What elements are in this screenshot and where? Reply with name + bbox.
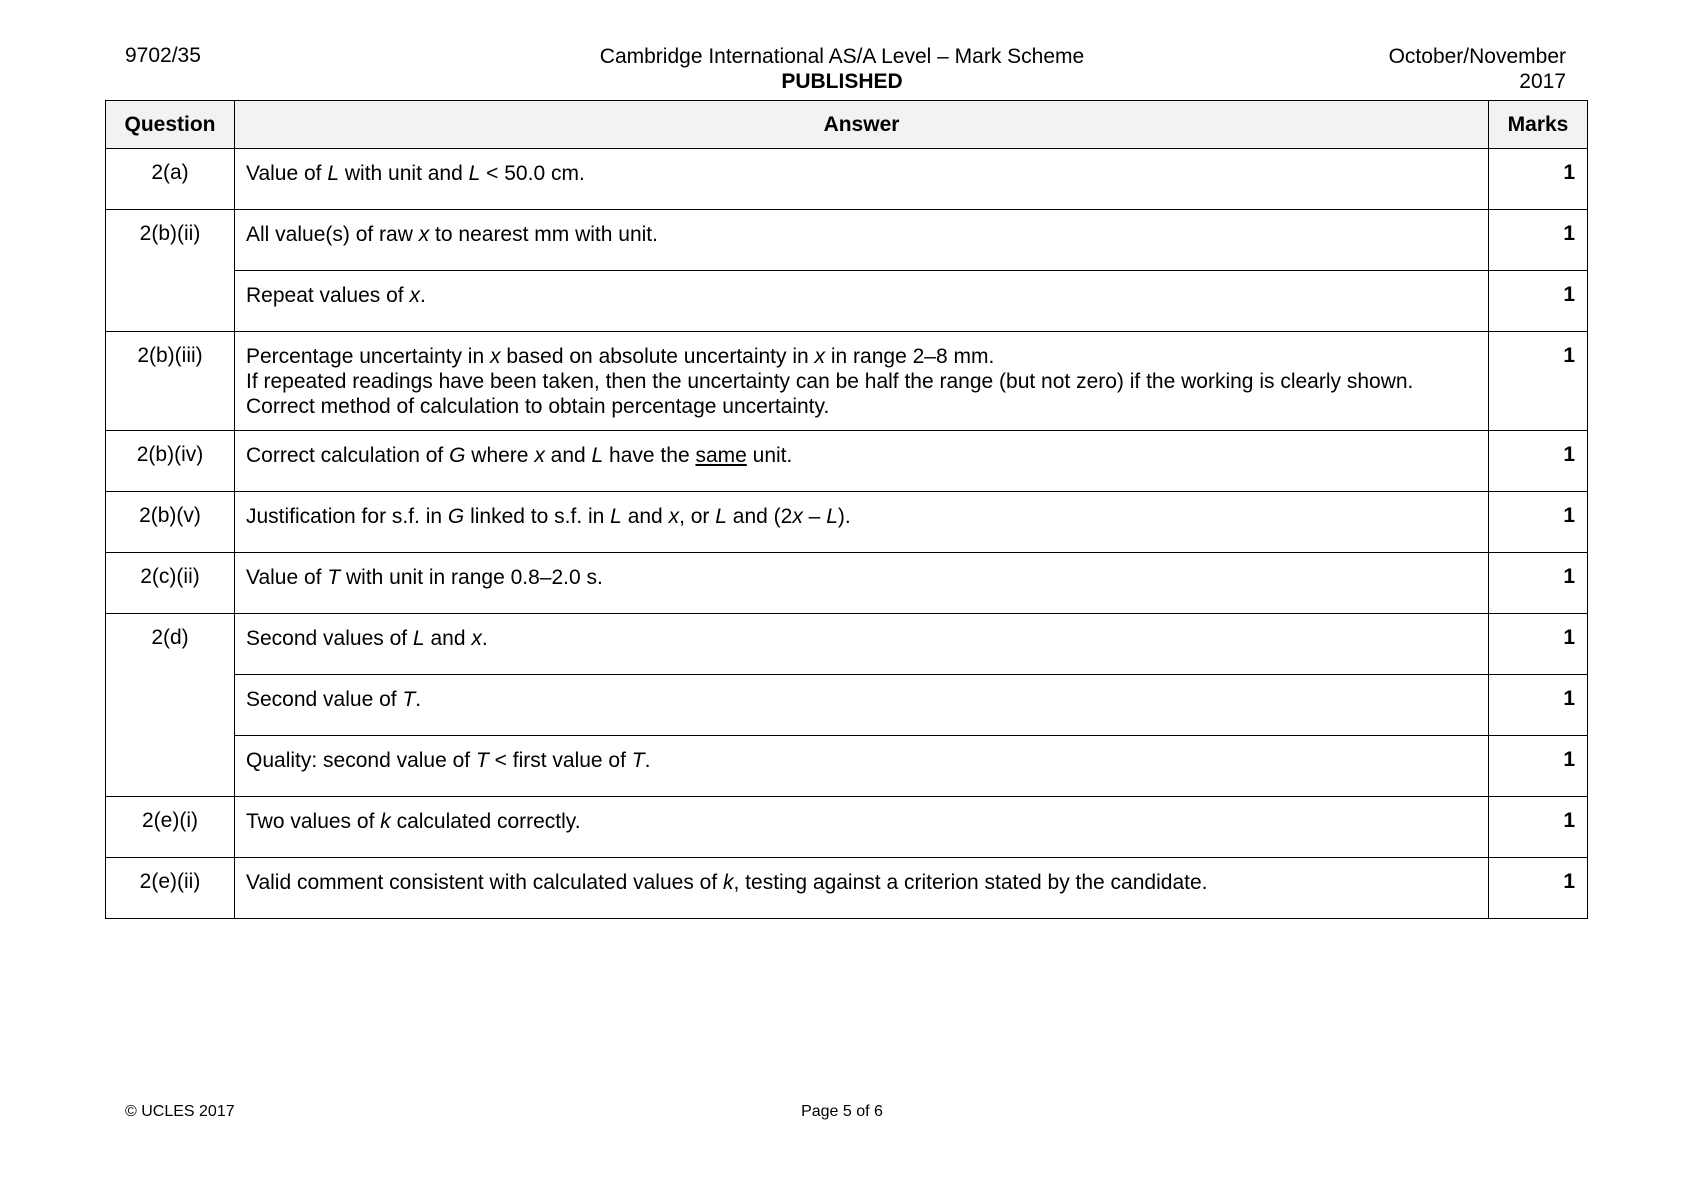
marks-cell: 1 xyxy=(1489,553,1588,614)
marks-cell: 1 xyxy=(1489,492,1588,553)
column-header-answer: Answer xyxy=(235,101,1489,149)
table-row xyxy=(106,210,1588,271)
answer-line: Correct method of calculation to obtain percentage uncertainty. xyxy=(246,395,830,418)
table-row xyxy=(106,431,1588,492)
table-row xyxy=(106,675,1588,736)
exam-session-block xyxy=(1389,44,1566,94)
answer-cell xyxy=(235,332,1489,431)
exam-year: 2017 xyxy=(1519,70,1566,93)
table-row xyxy=(106,149,1588,210)
published-label: PUBLISHED xyxy=(781,70,903,93)
marks-cell: 1 xyxy=(1489,736,1588,797)
paper-code: 9702/35 xyxy=(125,44,201,67)
question-cell: 2(b)(ii) xyxy=(106,210,235,332)
page-number: Page 5 of 6 xyxy=(801,1103,883,1120)
table-row xyxy=(106,797,1588,858)
marks-cell: 1 xyxy=(1489,431,1588,492)
table-row xyxy=(106,614,1588,675)
table-row xyxy=(106,271,1588,332)
answer-cell: Value of T with unit in range 0.8–2.0 s. xyxy=(235,553,1489,614)
column-header-question: Question xyxy=(106,101,235,149)
column-header-marks: Marks xyxy=(1489,101,1588,149)
marks-cell: 1 xyxy=(1489,675,1588,736)
answer-cell: Valid comment consistent with calculated values of k, testing against a criterion stated by the candidate. xyxy=(235,858,1489,919)
answer-cell: Second value of T. xyxy=(235,675,1489,736)
question-cell: 2(b)(v) xyxy=(106,492,235,553)
question-cell: 2(e)(i) xyxy=(106,797,235,858)
table-row xyxy=(106,332,1588,431)
marks-cell: 1 xyxy=(1489,332,1588,431)
document-title: Cambridge International AS/A Level – Mark Scheme xyxy=(599,45,1085,68)
marks-cell: 1 xyxy=(1489,797,1588,858)
answer-cell: Repeat values of x. xyxy=(235,271,1489,332)
marks-cell: 1 xyxy=(1489,149,1588,210)
table-row xyxy=(106,553,1588,614)
copyright-notice: © UCLES 2017 xyxy=(125,1103,235,1120)
question-cell: 2(b)(iii) xyxy=(106,332,235,431)
marks-cell: 1 xyxy=(1489,858,1588,919)
marks-cell: 1 xyxy=(1489,271,1588,332)
table-row xyxy=(106,492,1588,553)
answer-line: Percentage uncertainty in x based on absolute uncertainty in x in range 2–8 mm. xyxy=(246,345,995,368)
mark-scheme-table xyxy=(105,100,1588,919)
marks-cell: 1 xyxy=(1489,210,1588,271)
question-cell: 2(d) xyxy=(106,614,235,797)
table-header-row xyxy=(106,101,1588,149)
question-cell: 2(b)(iv) xyxy=(106,431,235,492)
marks-cell: 1 xyxy=(1489,614,1588,675)
answer-cell: Quality: second value of T < first value of T. xyxy=(235,736,1489,797)
question-cell: 2(c)(ii) xyxy=(106,553,235,614)
answer-cell: Justification for s.f. in G linked to s.f. in L and x, or L and (2x – L). xyxy=(235,492,1489,553)
answer-cell: Two values of k calculated correctly. xyxy=(235,797,1489,858)
table-row xyxy=(106,858,1588,919)
answer-line: If repeated readings have been taken, then the uncertainty can be half the range (but not zero) if the working is clearly shown. xyxy=(246,370,1414,393)
answer-cell: Value of L with unit and L < 50.0 cm. xyxy=(235,149,1489,210)
table-row xyxy=(106,736,1588,797)
answer-cell: All value(s) of raw x to nearest mm with unit. xyxy=(235,210,1489,271)
exam-session: October/November xyxy=(1388,45,1566,68)
question-cell: 2(e)(ii) xyxy=(106,858,235,919)
answer-cell: Correct calculation of G where x and L have the same unit. xyxy=(235,431,1489,492)
question-cell: 2(a) xyxy=(106,149,235,210)
answer-cell: Second values of L and x. xyxy=(235,614,1489,675)
